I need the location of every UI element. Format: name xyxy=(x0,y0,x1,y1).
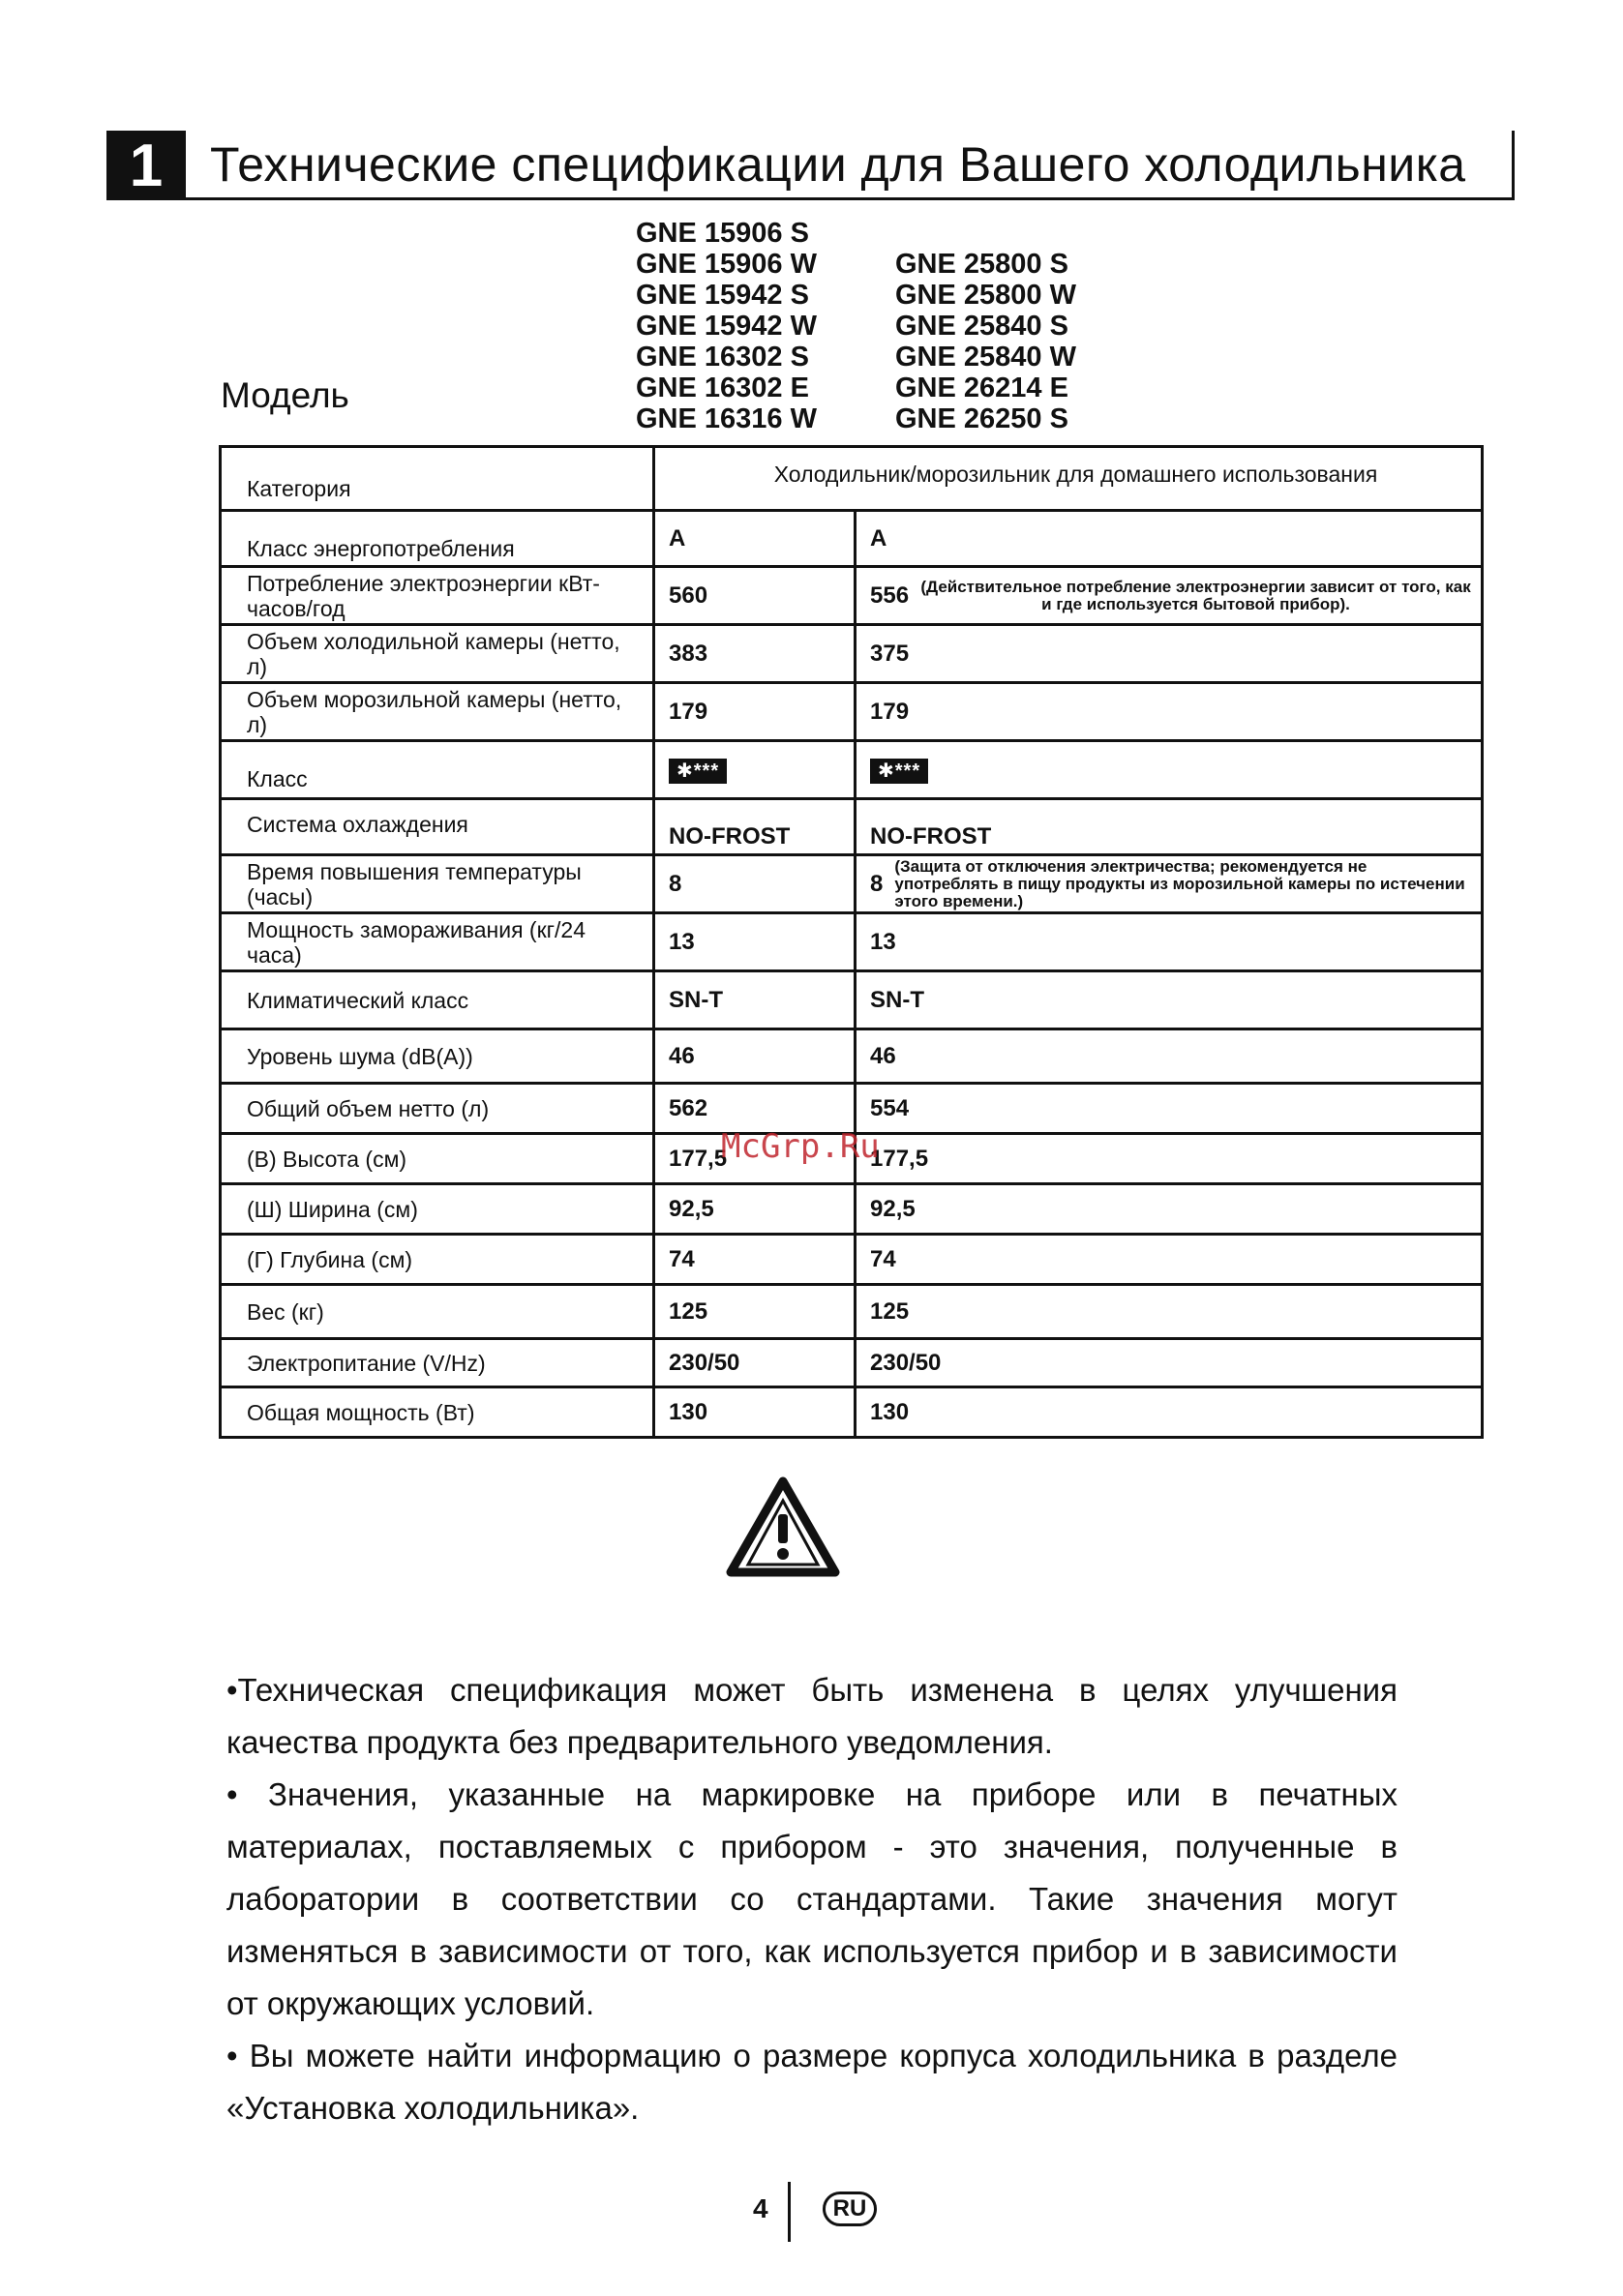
row-value-1: 92,5 xyxy=(654,1184,856,1235)
category-value: Холодильник/морозильник для домашнего использования xyxy=(654,447,1483,511)
row-value-1: 383 xyxy=(654,625,856,683)
row-value-2: 125 xyxy=(856,1285,1483,1339)
row-value-2: 230/50 xyxy=(856,1339,1483,1387)
row-value-2: A xyxy=(856,511,1483,567)
page-number: 4 xyxy=(753,2193,768,2223)
row-value-2: 130 xyxy=(856,1387,1483,1438)
table-row xyxy=(221,567,1483,625)
model-item: GNE 25800 W xyxy=(895,280,1076,311)
row-value-2: SN-T xyxy=(856,971,1483,1029)
model-item: GNE 26214 E xyxy=(895,373,1068,403)
table-row xyxy=(221,799,1483,855)
row-value-2: 8 xyxy=(870,870,884,897)
watermark: McGrp.Ru xyxy=(721,1127,880,1166)
row-label: Класс энергопотребления xyxy=(221,511,654,567)
row-value-1: A xyxy=(654,511,856,567)
row-value-2: 92,5 xyxy=(856,1184,1483,1235)
row-value-1: 179 xyxy=(654,683,856,741)
model-item: GNE 25800 S xyxy=(895,249,1068,280)
model-label: Модель xyxy=(221,375,349,415)
table-row xyxy=(221,683,1483,741)
note-paragraph: • Вы можете найти информацию о размере корпуса холодильника в разделе «Установка холодильника». xyxy=(226,2038,1398,2126)
table-row xyxy=(221,1387,1483,1438)
table-row xyxy=(221,1084,1483,1134)
row-note: (Защита от отключения электричества; рекомендуется не употреблять в пищу продукты из морозильной камеры по истечении этого времени.) xyxy=(894,856,1465,910)
row-label: Мощность замораживания (кг/24 часа) xyxy=(221,913,654,971)
table-row xyxy=(221,855,1483,913)
row-value-1: SN-T xyxy=(654,971,856,1029)
row-value-2: 375 xyxy=(856,625,1483,683)
row-label: Объем морозильной камеры (нетто, л) xyxy=(221,683,654,741)
header-rule xyxy=(186,197,1515,200)
row-label: (Ш) Ширина (см) xyxy=(221,1184,654,1235)
star-rating-icon: ✱*** xyxy=(669,759,727,784)
model-item: GNE 25840 S xyxy=(895,311,1068,342)
row-value-2: 13 xyxy=(856,913,1483,971)
section-header xyxy=(106,131,1515,200)
row-value-1: 125 xyxy=(654,1285,856,1339)
model-item: GNE 15906 S xyxy=(636,218,809,249)
row-label: Объем холодильной камеры (нетто, л) xyxy=(221,625,654,683)
row-label: Время повышения температуры (часы) xyxy=(221,855,654,913)
row-note: (Действительное потребление электроэнергии зависит от того, как и где используется бытовой прибор). xyxy=(920,577,1471,613)
note-paragraph: •Техническая спецификация может быть изменена в целях улучшения качества продукта без предварительного уведомления. xyxy=(226,1672,1398,1760)
table-row xyxy=(221,447,1483,511)
language-badge: RU xyxy=(823,2192,877,2226)
row-value-1: 8 xyxy=(654,855,856,913)
page-footer xyxy=(753,2182,888,2242)
model-item: GNE 16302 S xyxy=(636,342,809,373)
table-row xyxy=(221,971,1483,1029)
note-paragraph: • Значения, указанные на маркировке на приборе или в печатных материалах, поставляемых с прибором - это значения, полученные в лаборатории в соответствии со стандартами. Такие значения могут изменяться в зависимости от того, как используется прибор и в зависимости от окружающих условий. xyxy=(226,1776,1398,2021)
page-title: Технические спецификации для Вашего холодильника xyxy=(210,137,1466,192)
row-value-1: 562 xyxy=(654,1084,856,1134)
row-value-2: 46 xyxy=(856,1029,1483,1084)
row-value-1: 130 xyxy=(654,1387,856,1438)
table-row xyxy=(221,1285,1483,1339)
table-row xyxy=(221,1339,1483,1387)
table-row xyxy=(221,741,1483,799)
table-row xyxy=(221,625,1483,683)
row-value-2: NO-FROST xyxy=(856,799,1483,855)
model-item: GNE 16302 E xyxy=(636,373,809,403)
header-tick xyxy=(1512,131,1515,200)
row-label: Система охлаждения xyxy=(221,799,654,855)
row-value-1: 560 xyxy=(654,567,856,625)
model-item: GNE 15942 S xyxy=(636,280,809,311)
row-value-2: 554 xyxy=(856,1084,1483,1134)
table-row xyxy=(221,1235,1483,1285)
model-item: GNE 16316 W xyxy=(636,403,817,434)
row-label: Общая мощность (Вт) xyxy=(221,1387,654,1438)
model-item: GNE 26250 S xyxy=(895,403,1068,434)
row-label: Климатический класс xyxy=(221,971,654,1029)
row-value-1: 46 xyxy=(654,1029,856,1084)
row-label: (В) Высота (см) xyxy=(221,1134,654,1184)
row-label: Электропитание (V/Hz) xyxy=(221,1339,654,1387)
model-item: GNE 15942 W xyxy=(636,311,817,342)
table-row xyxy=(221,1029,1483,1084)
row-label: Класс xyxy=(221,741,654,799)
row-value-2: 179 xyxy=(856,683,1483,741)
row-value-1: 13 xyxy=(654,913,856,971)
model-list-2 xyxy=(895,249,1076,434)
chapter-number: 1 xyxy=(106,131,186,200)
spec-table xyxy=(219,445,1484,1439)
warning-triangle-icon xyxy=(726,1476,840,1577)
notes-section xyxy=(226,1664,1398,2134)
row-label: Общий объем нетто (л) xyxy=(221,1084,654,1134)
row-label: Вес (кг) xyxy=(221,1285,654,1339)
row-value-2: 556 xyxy=(870,581,910,609)
model-list-1 xyxy=(636,218,817,434)
model-item: GNE 25840 W xyxy=(895,342,1076,373)
row-value-1: 74 xyxy=(654,1235,856,1285)
row-label: Уровень шума (dB(A)) xyxy=(221,1029,654,1084)
row-value-1: 230/50 xyxy=(654,1339,856,1387)
table-row xyxy=(221,511,1483,567)
row-value-2: 177,5 xyxy=(856,1134,1483,1184)
row-value-1: NO-FROST xyxy=(654,799,856,855)
table-row xyxy=(221,1184,1483,1235)
footer-divider xyxy=(788,2182,791,2242)
row-label: (Г) Глубина (см) xyxy=(221,1235,654,1285)
row-value-2: 74 xyxy=(856,1235,1483,1285)
star-rating-icon: ✱*** xyxy=(870,759,928,784)
row-label: Потребление электроэнергии кВт-часов/год xyxy=(221,567,654,625)
row-value-1: 177,5 xyxy=(654,1134,856,1184)
category-label: Категория xyxy=(221,447,654,511)
table-row xyxy=(221,913,1483,971)
model-item: GNE 15906 W xyxy=(636,249,817,280)
